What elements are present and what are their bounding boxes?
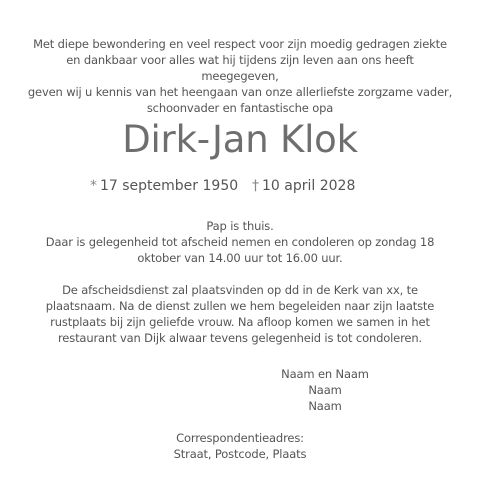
address-line: Correspondentieadres: <box>176 431 304 445</box>
address-line: Straat, Postcode, Plaats <box>173 447 307 461</box>
life-dates <box>0 176 480 196</box>
intro-text <box>20 36 460 116</box>
paragraph-line: oktober van 14.00 uur tot 16.00 uur. <box>137 251 343 265</box>
paragraph-line: restaurant van Dijk alwaar tevens gelegenheid is tot condoleren. <box>57 331 423 345</box>
paragraph-line: rustplaats bij zijn geliefde vrouw. Na afloop komen we samen in het <box>50 315 430 329</box>
birth-symbol: * <box>90 178 97 194</box>
signer-name: Naam <box>308 399 342 413</box>
intro-line: Met diepe bewondering en veel respect voor zijn moedig gedragen ziekte <box>33 37 447 51</box>
death-date-group <box>252 176 355 196</box>
death-symbol: † <box>252 178 259 194</box>
visitation-paragraph <box>20 218 460 266</box>
service-paragraph <box>20 282 460 346</box>
paragraph-line: De afscheidsdienst zal plaatsvinden op dd in de Kerk van xx, te <box>62 283 418 297</box>
paragraph-line: plaatsnaam. Na de dienst zullen we hem begeleiden naar zijn laatste <box>45 299 435 313</box>
correspondence-address <box>140 430 340 462</box>
paragraph-line: Daar is gelegenheid tot afscheid nemen en condoleren op zondag 18 <box>45 235 435 249</box>
intro-line: geven wij u kennis van het heengaan van onze allerliefste zorgzame vader, <box>27 85 453 99</box>
signer-name: Naam en Naam <box>281 367 369 381</box>
signers <box>270 366 380 414</box>
birth-date: 17 september 1950 <box>100 178 239 194</box>
paragraph-line: Pap is thuis. <box>206 219 274 233</box>
intro-line: en dankbaar voor alles wat hij tijdens zijn leven aan ons heeft <box>66 53 414 67</box>
birth-date-group <box>90 176 238 196</box>
deceased-name: Dirk-Jan Klok <box>122 118 358 161</box>
intro-line: meegegeven, <box>201 69 279 83</box>
signer-name: Naam <box>308 383 342 397</box>
intro-line: schoonvader en fantastische opa <box>146 101 334 115</box>
death-date: 10 april 2028 <box>262 178 356 194</box>
